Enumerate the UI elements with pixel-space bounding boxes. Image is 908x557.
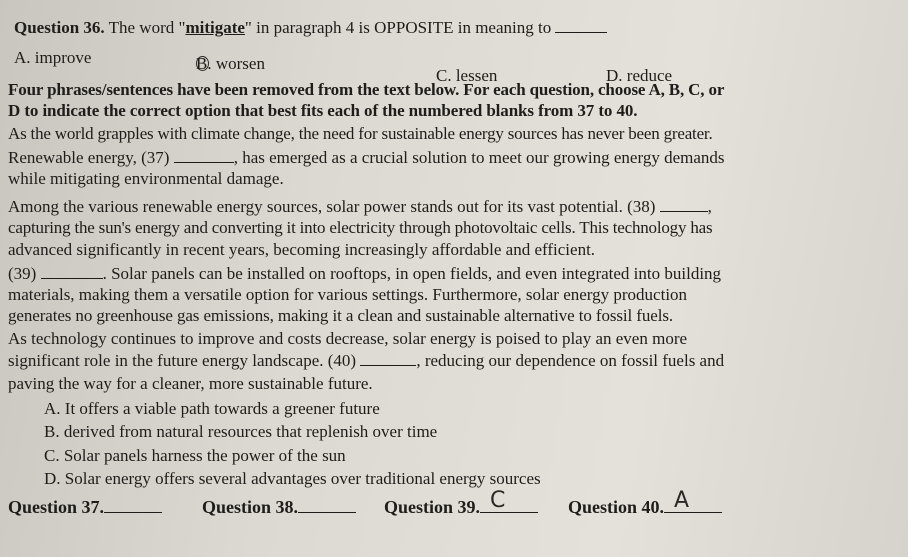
answer-40-label: Question 40. [568,497,665,517]
answer-38-line[interactable] [298,496,356,513]
option-b-letter: B [196,54,208,73]
passage-line-11a: significant role in the future energy landscape. (40) [8,351,357,370]
passage-line-7b: . Solar panels can be installed on rooftops, in open fields, and even integrated into building [102,264,722,283]
passage-line-12: paving the way for a cleaner, more sustainable future. [8,374,373,393]
question-36-title: Question 36. [14,18,105,37]
passage-line-7a: (39) [8,264,37,283]
blank-37[interactable] [174,148,234,163]
passage-line-11b: , reducing our dependence on fossil fuels and [416,351,725,370]
answer-40-line[interactable] [664,488,722,513]
option-d[interactable]: D. reduce [606,66,673,85]
passage-line-7 [8,264,721,284]
answer-40-mark: A [674,488,690,513]
choice-a[interactable]: A. It offers a viable path towards a greener future [44,399,380,418]
blank-39[interactable] [41,264,103,279]
choice-d[interactable]: D. Solar energy offers several advantages over traditional energy sources [44,469,541,488]
answer-37[interactable] [8,496,162,518]
choice-c[interactable]: C. Solar panels harness the power of the sun [44,446,346,465]
answer-39-line[interactable] [480,488,538,513]
option-b[interactable]: B. worsen [196,54,265,73]
passage-line-10: As technology continues to improve and costs decrease, solar energy is poised to play an even more [8,329,688,348]
answer-40[interactable] [568,488,722,518]
option-b-text: worsen [211,54,265,73]
passage-line-8: materials, making them a versatile option for various settings. Furthermore, solar energy production [8,285,688,304]
target-word: mitigate [185,18,245,37]
option-a[interactable]: A. improve [14,48,92,67]
passage-line-1: As the world grapples with climate change, the need for sustainable energy sources has never been greater. [8,124,713,143]
passage-line-9: generates no greenhouse gas emissions, making it a clean and sustainable alternative to fossil fuels. [8,306,673,325]
stem-before: The word " [104,18,186,37]
answer-38[interactable] [202,496,356,518]
passage-line-4 [8,197,712,217]
passage-line-6: advanced significantly in recent years, becoming increasingly affordable and efficient. [8,240,596,259]
passage-line-2a: Renewable energy, (37) [8,148,170,167]
option-c[interactable]: C. lessen [436,66,498,85]
blank-38[interactable] [660,197,708,212]
passage-line-4a: Among the various renewable energy sources, solar power stands out for its vast potential. (38) [8,197,656,216]
answer-37-line[interactable] [104,496,162,513]
passage-line-4b: , [707,197,712,216]
passage-line-5: capturing the sun's energy and converting it into electricity through photovoltaic cells. This technology has [8,218,713,237]
passage-line-3: while mitigating environmental damage. [8,169,284,188]
question-36-stem [14,18,607,38]
instructions-line-2: D to indicate the correct option that best fits each of the numbered blanks from 37 to 40. [8,101,638,120]
answer-blank-36[interactable] [555,18,607,33]
instructions-line-1: Four phrases/sentences have been removed from the text below. For each question, choose A, B, C, or [8,80,725,99]
answer-39-label: Question 39. [384,497,481,517]
answer-38-label: Question 38. [202,497,299,517]
stem-after: " in paragraph 4 is OPPOSITE in meaning to [244,18,552,37]
passage-line-11 [8,351,724,371]
answer-39-mark: C [490,488,506,513]
choice-b[interactable]: B. derived from natural resources that replenish over time [44,422,438,441]
blank-40[interactable] [360,351,416,366]
passage-line-2 [8,148,725,168]
answer-39[interactable] [384,488,538,518]
passage-line-2b: , has emerged as a crucial solution to meet our growing energy demands [233,148,725,167]
answer-37-label: Question 37. [8,497,105,517]
